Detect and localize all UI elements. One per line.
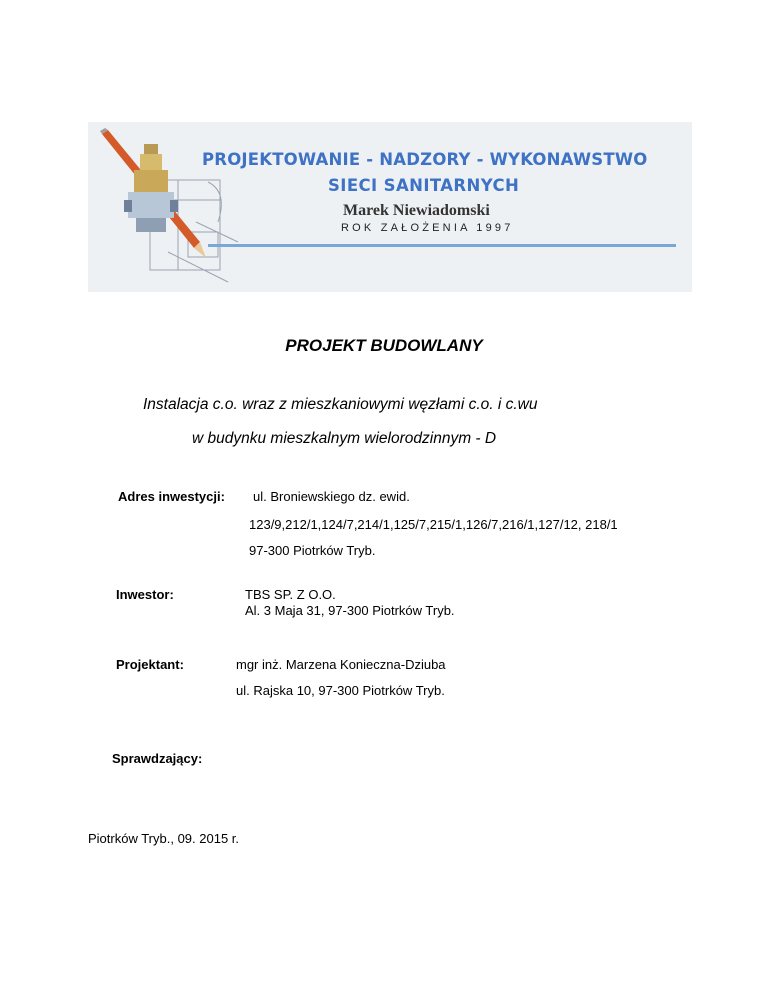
checker-label: Sprawdzający: [112, 751, 203, 766]
investor-line-2: Al. 3 Maja 31, 97-300 Piotrków Tryb. [245, 603, 455, 618]
investor-label: Inwestor: [116, 587, 174, 602]
banner-owner-name: Marek Niewiadomski [343, 202, 490, 219]
document-title: PROJEKT BUDOWLANY [285, 336, 483, 355]
investor-line-1: TBS SP. Z O.O. [245, 587, 336, 602]
document-subtitle-1: Instalacja c.o. wraz z mieszkaniowymi węzłami c.o. i c.wu [143, 396, 538, 413]
pipe-fitting-drawing-icon [88, 122, 288, 292]
place-date: Piotrków Tryb., 09. 2015 r. [88, 831, 240, 846]
banner-title-line1: PROJEKTOWANIE - NADZORY - WYKONAWSTWO [202, 150, 648, 169]
designer-line-1: mgr inż. Marzena Konieczna-Dziuba [236, 657, 446, 672]
document-subtitle-2: w budynku mieszkalnym wielorodzinnym - D [192, 430, 497, 447]
company-banner [88, 122, 692, 292]
banner-title-line2: SIECI SANITARNYCH [328, 176, 520, 195]
address-label: Adres inwestycji: [118, 489, 225, 504]
banner-founded-year: ROK ZAŁOŻENIA 1997 [341, 222, 514, 234]
address-line-2: 123/9,212/1,124/7,214/1,125/7,215/1,126/7,216/1,127/12, 218/1 [249, 517, 618, 532]
designer-line-2: ul. Rajska 10, 97-300 Piotrków Tryb. [236, 683, 445, 698]
address-line-3: 97-300 Piotrków Tryb. [249, 543, 376, 558]
address-line-1: ul. Broniewskiego dz. ewid. [253, 489, 410, 504]
banner-divider [208, 244, 676, 247]
designer-label: Projektant: [116, 657, 184, 672]
